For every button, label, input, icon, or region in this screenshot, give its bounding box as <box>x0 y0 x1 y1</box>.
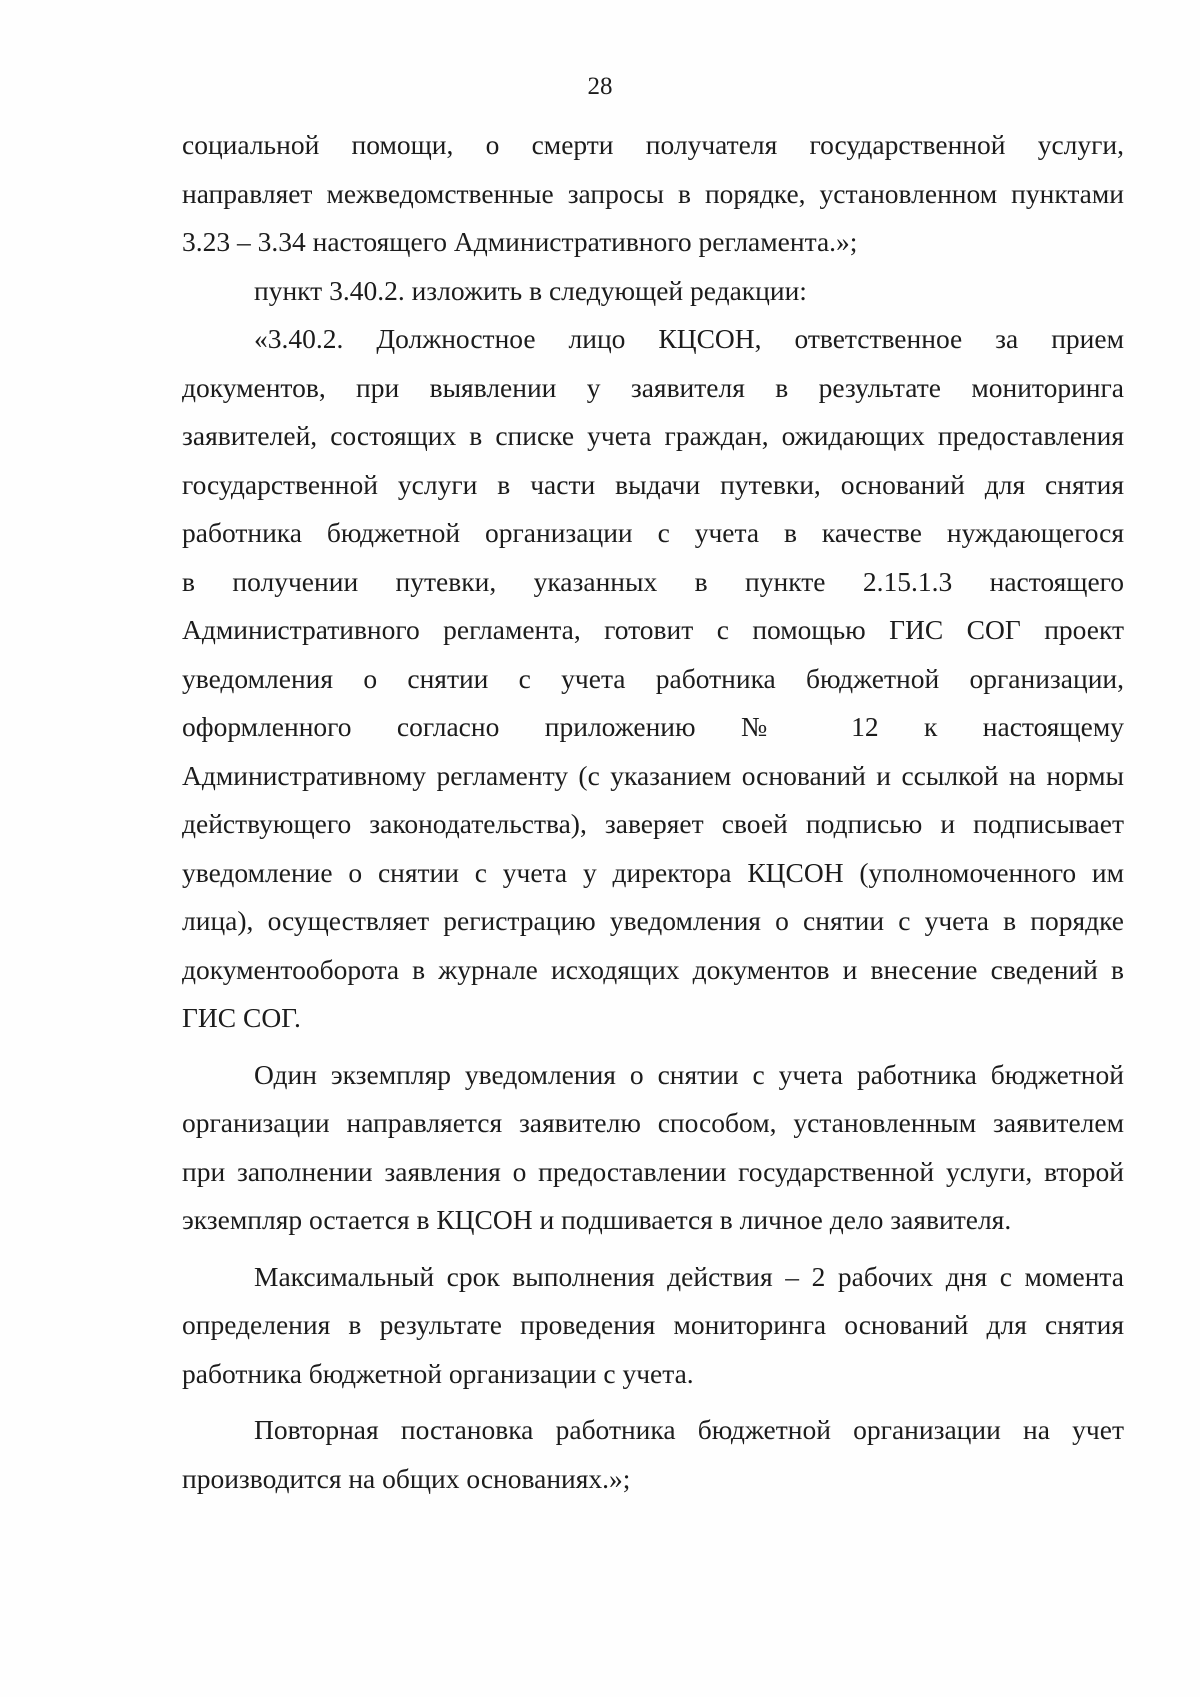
text-line: производится на общих основаниях.»; <box>182 1462 631 1494</box>
document-body <box>182 121 1124 1503</box>
text-line: пункт 3.40.2. изложить в следующей редакции: <box>254 274 807 306</box>
text-line: документов, при выявлении у заявителя в результате мониторинга <box>182 371 1124 403</box>
text-line: определения в результате проведения мониторинга оснований для снятия <box>182 1309 1124 1340</box>
text-line: действующего законодательства), заверяет своей подписью и подписывает <box>182 808 1124 839</box>
text-line: оформленного согласно приложению № 12 к настоящему <box>182 711 1124 742</box>
paragraph-gap <box>182 1245 1124 1253</box>
text-line: работника бюджетной организации с учета. <box>182 1357 694 1389</box>
text-line: ГИС СОГ. <box>182 1002 301 1033</box>
text-line: Повторная постановка работника бюджетной организации на учет <box>254 1414 1124 1445</box>
text-line: уведомление о снятии с учета у директора КЦСОН (уполномоченного им <box>182 856 1124 888</box>
paragraph-gap <box>182 1043 1124 1051</box>
text-line: государственной услуги в части выдачи путевки, оснований для снятия <box>182 468 1124 500</box>
text-line: 3.23 – 3.34 настоящего Административного регламента.»; <box>182 226 858 257</box>
text-line: лица), осуществляет регистрацию уведомления о снятии с учета в порядке <box>182 905 1124 936</box>
text-line: экземпляр остается в КЦСОН и подшивается в личное дело заявителя. <box>182 1204 1012 1235</box>
text-line: Максимальный срок выполнения действия – 2 рабочих дня с момента <box>254 1260 1124 1292</box>
text-line: в получении путевки, указанных в пункте 2.15.1.3 настоящего <box>182 565 1124 597</box>
text-line: уведомления о снятии с учета работника бюджетной организации, <box>182 662 1124 694</box>
text-line: Административному регламенту (с указанием оснований и ссылкой на нормы <box>182 759 1124 791</box>
text-line: социальной помощи, о смерти получателя государственной услуги, <box>182 129 1124 160</box>
text-line: при заполнении заявления о предоставлении государственной услуги, второй <box>182 1155 1124 1187</box>
text-line: документооборота в журнале исходящих документов и внесение сведений в <box>182 953 1124 985</box>
text-line: Административного регламента, готовит с помощью ГИС СОГ проект <box>182 614 1124 645</box>
text-line: Один экземпляр уведомления о снятии с учета работника бюджетной <box>254 1058 1124 1090</box>
text-line: организации направляется заявителю способом, установленным заявителем <box>182 1107 1124 1138</box>
page-number: 28 <box>587 73 613 100</box>
text-line: «3.40.2. Должностное лицо КЦСОН, ответственное за прием <box>254 323 1124 354</box>
text-line: заявителей, состоящих в списке учета граждан, ожидающих предоставления <box>182 420 1124 451</box>
text-line: направляет межведомственные запросы в порядке, установленном пунктами <box>182 177 1124 209</box>
paragraph-gap <box>182 1398 1124 1406</box>
text-line: работника бюджетной организации с учета в качестве нуждающегося <box>182 517 1124 548</box>
